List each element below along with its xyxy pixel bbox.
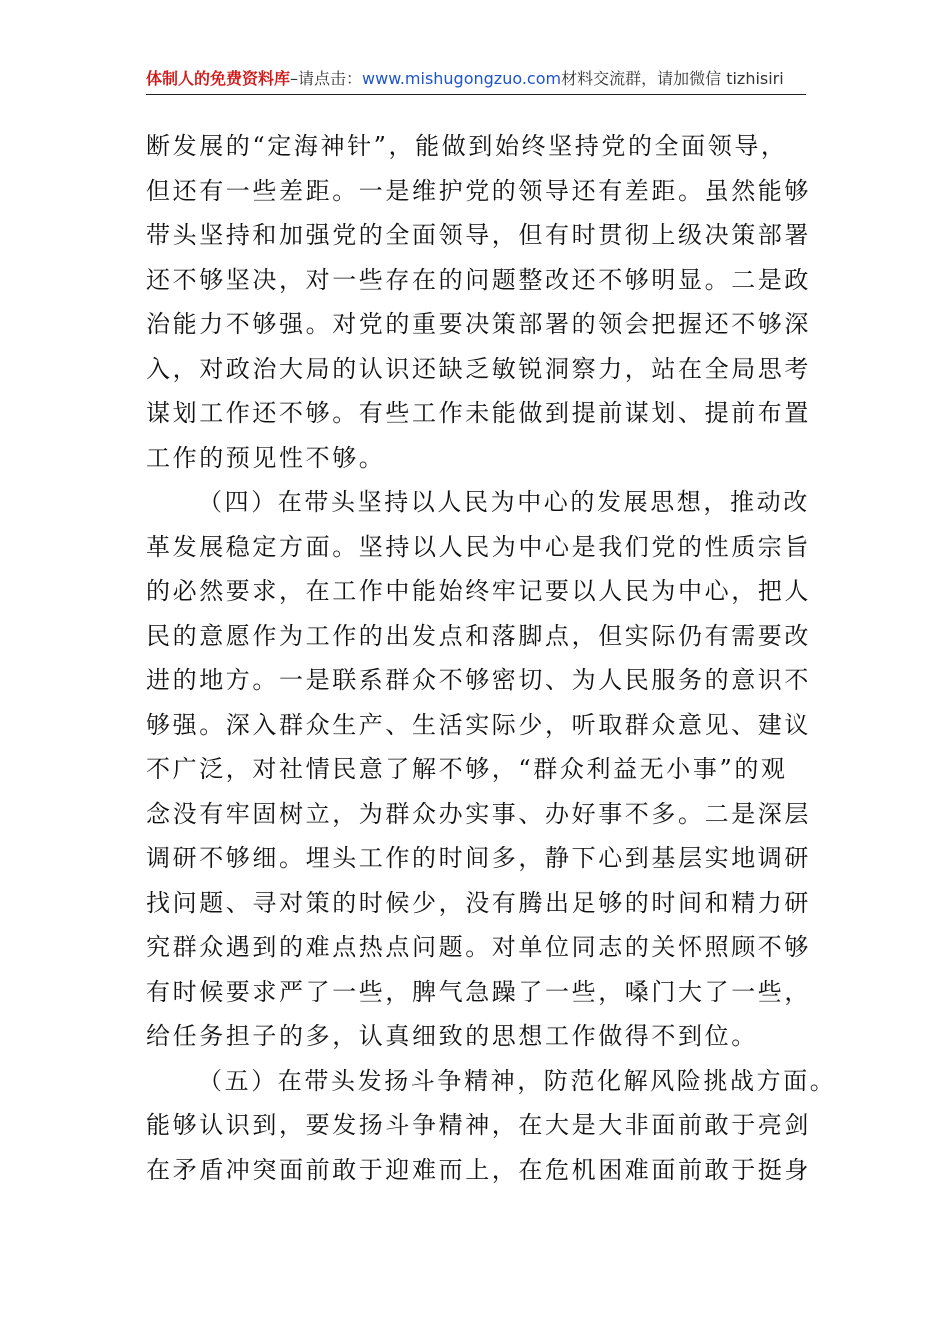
text-line: 谋划工作还不够。有些工作未能做到提前谋划、提前布置 (146, 399, 811, 427)
header-brand: 体制人的免费资料库 (146, 69, 291, 88)
text-line: 还不够坚决，对一些存在的问题整改还不够明显。二是政 (146, 265, 811, 294)
paragraph-heading-line: （四）在带头坚持以人民为中心的发展思想，推动改 (198, 488, 810, 516)
header-tail: 材料交流群，请加微信 tizhisiri (561, 69, 784, 88)
text-line: 究群众遇到的难点热点问题。对单位同志的关怀照顾不够 (146, 933, 811, 961)
text-line: 革发展稳定方面。坚持以人民为中心是我们党的性质宗旨 (146, 532, 811, 561)
text-line: 能够认识到，要发扬斗争精神，在大是大非面前敢于亮剑 (146, 1111, 811, 1139)
text-line: 工作的预见性不够。 (146, 443, 386, 472)
text-line: 断发展的“定海神针”，能做到始终坚持党的全面领导， (146, 132, 788, 160)
document-body (146, 124, 837, 1192)
text-line: 带头坚持和加强党的全面领导，但有时贯彻上级决策部署 (146, 221, 811, 249)
text-line: 在矛盾冲突面前敢于迎难而上，在危机困难面前敢于挺身 (146, 1155, 811, 1184)
text-line: 入，对政治大局的认识还缺乏敏锐洞察力，站在全局思考 (146, 354, 811, 383)
text-line: 够强。深入群众生产、生活实际少，听取群众意见、建议 (146, 710, 811, 739)
page-header (146, 64, 806, 95)
text-line: 念没有牢固树立，为群众办实事、办好事不多。二是深层 (146, 799, 811, 828)
text-line: 找问题、寻对策的时候少，没有腾出足够的时间和精力研 (146, 888, 811, 917)
text-line: 的必然要求，在工作中能始终牢记要以人民为中心，把人 (146, 577, 811, 605)
header-prompt: –请点击： (290, 69, 363, 88)
text-line: 给任务担子的多，认真细致的思想工作做得不到位。 (146, 1022, 758, 1050)
header-url-link[interactable]: www.mishugongzuo.com (362, 69, 562, 88)
text-line: 有时候要求严了一些，脾气急躁了一些，嗓门大了一些， (146, 977, 811, 1006)
text-line: 治能力不够强。对党的重要决策部署的领会把握还不够深 (146, 310, 811, 338)
text-line: 调研不够细。埋头工作的时间多，静下心到基层实地调研 (146, 844, 811, 872)
text-line: 进的地方。一是联系群众不够密切、为人民服务的意识不 (146, 666, 811, 694)
text-line: 但还有一些差距。一是维护党的领导还有差距。虽然能够 (146, 176, 811, 205)
paragraph-heading-line: （五）在带头发扬斗争精神，防范化解风险挑战方面。 (198, 1066, 837, 1095)
text-line: 不广泛，对社情民意了解不够，“群众利益无小事”的观 (146, 755, 788, 783)
text-line: 民的意愿作为工作的出发点和落脚点，但实际仍有需要改 (146, 621, 811, 650)
